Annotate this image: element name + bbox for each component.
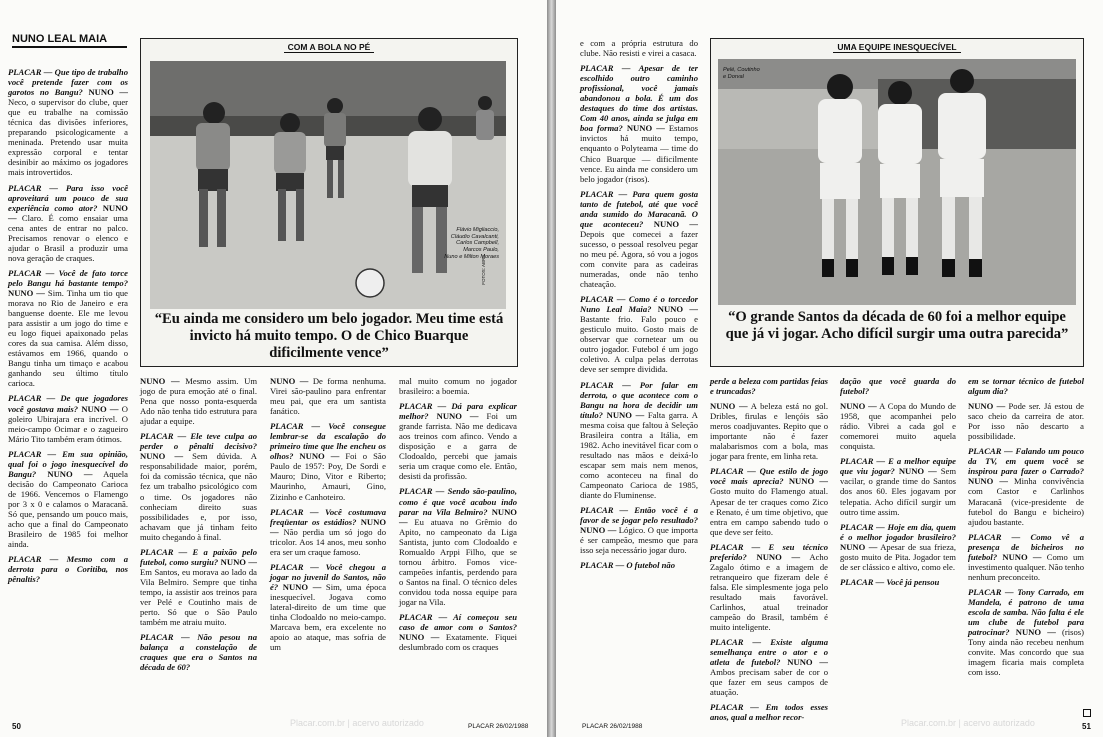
photo-label: UMA EQUIPE INESQUECÍVEL [711, 42, 1083, 52]
qa-block: PLACAR — Para quem gosta tanto de futebol, até que você anda sumido do Maracanã. O que aconteceu? NUNO — Depois que comecei a fazer sucesso, o pessoal resolveu pegar no meu pé. Agora, só vou a jogos com convite para as cadeiras numeradas, onde não tenho chateação. [580, 188, 698, 290]
qa-block: PLACAR — O futebol não [580, 560, 676, 571]
qa-block: PLACAR — De que jogadores você gostava mais? NUNO — O goleiro Ubirajara era incrível. O meio-campo Ocimar e o zagueiro Mário Tito também eram ótimos. [8, 393, 129, 444]
photo-caption: Pelé, Coutinho e Dorval [723, 67, 760, 80]
qa-block: NUNO — Mesmo assim. Um jogo de pura emoção até o final. Pena que nosso ponta-esquerda Ado não tenha tido estrutura para ajudar a equipe. [140, 376, 258, 427]
qa-block: dação que você guarda do futebol? [840, 376, 956, 397]
column-2 [710, 376, 829, 723]
watermark: Placar.com.br | acervo autorizado [901, 718, 1035, 728]
folio: PLACAR 26/02/1988 [582, 723, 643, 730]
column-4 [968, 376, 1084, 716]
qa-block: PLACAR — Você consegue lembrar-se da escalação do primeiro time que lhe encheu os olhos? NUNO — Foi o São Paulo de 1957: Poy, De Sordi e Mauro; Dino, Vitor e Riberto; Maurinho, Amauri, Gino, Zizinho e Canhoteiro. [270, 421, 386, 502]
qa-block: NUNO — A Copa do Mundo de 1958, que acompanhei pelo rádio. Vibrei a cada gol e comemorei muito aquela conquista. [840, 401, 956, 452]
qa-block: PLACAR — Então você é a favor de se jogar pelo resultado? NUNO — Lógico. O que importa é ser campeão, mesmo que para isso seja necessário jogar duro. [580, 505, 698, 556]
qa-block: perde a beleza com partidas feias e truncadas? [710, 376, 828, 397]
column-1 [8, 67, 128, 715]
qa-block: PLACAR — Falando um pouco da TV, em quem você se inspirou para fazer o Carrado? NUNO — Minha convivência com Castor e Carlinhos Maracanã (vice-presidente de futebol do Bangu e bicheiro) ajudou bastante. [968, 446, 1084, 527]
qa-block: NUNO — A beleza está no gol. Dribles, firulas e lençóis são meros coadjuvantes. Repito que o importante não é fazer malabarismos com a bola, mas jogar para frente, em linha reta. [710, 401, 829, 462]
qa-block: NUNO — Pode ser. Já estou de saco cheio da carreira de ator. Por isso não descarto a possibilidade. [968, 401, 1084, 442]
qa-block: PLACAR — Você já pensou [840, 576, 940, 587]
qa-block: PLACAR — Por falar em derrota, o que acontece com o Bangu na hora de decidir um título? NUNO — Falta garra. A mesma coisa que faltou à Seleção Brasileira contra a Itália, em 1982. Acho inevitável ficar com o resultado nas mãos e deixá-lo escapar sem mais nem menos, como aconteceu na final do Campeonato Carioca de 1985, diante do Fluminense. [580, 379, 698, 501]
qa-block: PLACAR — Como é o torcedor Nuno Leal Maia? NUNO — Bastante frio. Falo pouco e gesticulo muito. Gosto mais de observar que cornetear um ou outro jogador. Futebol é um jogo coletivo. A culpa pelas derrotas deve ser sempre dividida. [580, 294, 699, 375]
watermark: Placar.com.br | acervo autorizado [290, 718, 424, 728]
column-2 [140, 376, 257, 716]
qa-block: PLACAR — Em sua opinião, qual foi o jogo inesquecível do Bangu? NUNO — Aquela decisão do Campeonato Carioca de 1966. Vencemos o Flamengo por 3 x 0 e calamos o Maracanã. Só que, pensando um pouco mais, acho que a final do Campeonato Brasileiro de 1985 foi melhor ainda. [8, 448, 128, 550]
folio: PLACAR 26/02/1988 [468, 723, 529, 730]
qa-block: PLACAR — Você costumava freqüentar os estádios? NUNO — Não perdia um só jogo do tricolor. Aos 14 anos, meu sonho era ser um craque famoso. [270, 506, 387, 557]
qa-block: PLACAR — Não pesou na balança a constelação de craques que era o Santos na década de 60? [140, 632, 257, 673]
qa-block: PLACAR — Ele teve culpa ao perder o pênalti decisivo? NUNO — Sem dúvida. A responsabilidade maior, porém, foi da comissão técnica, que não fez um trabalho psicológico com o time. Os jogadores não conheciam direito suas possibilidades e, por isso, achavam que já tinham feito muito chegando à final. [140, 431, 258, 542]
left-page [0, 0, 547, 737]
qa-block: PLACAR — Aí começou seu caso de amor com o Santos? NUNO — Exatamente. Fiquei deslumbrado com os craques [399, 612, 517, 653]
page-number: 51 [1082, 722, 1091, 731]
gutter [547, 0, 556, 737]
page-number: 50 [12, 722, 21, 731]
qa-block: NUNO — De forma nenhuma. Virei são-paulino para enfrentar meu pai, que era um santista fanático. [270, 376, 386, 417]
team-photo [718, 59, 1076, 305]
qa-block: PLACAR — E seu técnico preferido? NUNO — Acho Zagalo ótimo e a imagem de retranqueiro que fizeram dele é falsa. Ele simplesmente joga pelo resultado mais favorável. Carlinhos, atual treinador campeão do Brasil, também é muito inteligente. [710, 541, 828, 633]
photo-caption: Flávio Migliaccio, Cláudio Cavalcanti, Carlos Campbell, Marcos Paulo, Nuno e Milton Moraes [444, 227, 499, 260]
qa-block: PLACAR — Existe alguma semelhança entre o ator e o atleta de futebol? NUNO — Ambos precisam saber de cor o que fazer em seus campos de atuação. [710, 637, 828, 698]
qa-block: PLACAR — Dá para explicar melhor? NUNO — Foi um grande farrista. Não me dedicava aos treinos com afinco. Vendo a disposição e a garra de Clodoaldo, percebi que jamais seria um craque como ele. Então, desisti da profissão. [399, 401, 517, 482]
column-4 [399, 376, 517, 716]
end-of-article-mark [1083, 709, 1091, 717]
column-3 [840, 376, 956, 716]
qa-block: PLACAR — Hoje em dia, quem é o melhor jogador brasileiro? NUNO — Apesar de sua frieza, gosto muito de Pita. Jogador tem de ser clássico e altivo, como ele. [840, 521, 956, 572]
photo-block-left [140, 38, 518, 367]
qa-block: PLACAR — E a melhor equipe que viu jogar? NUNO — Sem vacilar, o grande time do Santos dos anos 60. Eles jogavam por telepatia. Acho difícil surgir um outro time assim. [840, 456, 956, 517]
qa-block: PLACAR — E a paixão pelo futebol, como surgiu? NUNO — Em Santos, eu morava ao lado da Vila Belmiro. Sempre que tinha tempo, ia assistir aos treinos para ver Pelé e Coutinho mais de perto. Só que o São Paulo também me atraiu muito. [140, 546, 258, 628]
qa-block: PLACAR — Que estilo de jogo você mais aprecia? NUNO — Gosto muito do Flamengo atual. Apesar de ter craques como Zico e Renato, é um time objetivo, que entra em campo sabendo tudo o que deve ser feito. [710, 466, 828, 537]
qa-block: PLACAR — Mesmo com a derrota para o Coritiba, nos pênaltis? [8, 554, 128, 585]
qa-block: mal muito comum no jogador brasileiro: a boemia. [399, 376, 517, 397]
qa-block: PLACAR — Para isso você aproveitará um pouco de sua experiência como ator? NUNO — Claro. É como ensaiar uma cena antes de entrar no palco. Precisamos renovar o elenco e ajudar o Brasil a produzir uma nova geração de craques. [8, 182, 128, 263]
photo-label: COM A BOLA NO PÉ [141, 42, 517, 52]
qa-block: PLACAR — Como vê a presença de bicheiros no futebol? NUNO — Como um investimento qualquer. Não tenho nenhum preconceito. [968, 531, 1084, 582]
photo-block-right [710, 38, 1084, 367]
section-kicker: NUNO LEAL MAIA [12, 33, 127, 48]
qa-block: PLACAR — Que tipo de trabalho você pretende fazer com os garotos no Bangu? NUNO — Neco, o supervisor do clube, quer que eu trabalhe na comissão técnica das divisões inferiores, preparando psicologicamente a meninada. Pretendo usar muita expressão corporal e tentar desinibir ao máximo os jogadores mais introvertidos. [8, 67, 128, 178]
photo-credit: FOTOS: ABRIL [481, 254, 486, 285]
qa-block: em se tornar técnico de futebol algum dia? [968, 376, 1084, 397]
right-page [556, 0, 1103, 737]
qa-block: e com a própria estrutura do clube. Não resisti e virei a casaca. [580, 38, 698, 59]
qa-block: PLACAR — Em todos esses anos, qual a melhor recor- [710, 702, 828, 723]
qa-block: PLACAR — Você chegou a jogar no juvenil do Santos, não é? NUNO — Sim, uma época inesquecível. Jogava como lateral-direito de um time que tinha Clodoaldo no meio-campo. Marcava bem, era excelente no apoio ao ataque, mas sofria de um [270, 561, 387, 653]
qa-block: PLACAR — Tony Carrado, em Mandela, é patrono de uma escola de samba. Não falta é ele um clube de futebol para patrocinar? NUNO — (risos) Tony ainda não recebeu nenhum convite. Mas concordo que sua imagem ficaria mais completa com isso. [968, 586, 1084, 678]
pull-quote: “Eu ainda me considero um belo jogador. Meu time está invicto há muito tempo. O de Chico Buarque dificilmente vence” [154, 311, 504, 361]
pull-quote: “O grande Santos da década de 60 foi a melhor equipe que já vi jogar. Acho difícil surgir uma outra parecida” [725, 309, 1069, 342]
column-3 [270, 376, 386, 716]
qa-block: PLACAR — Sendo são-paulino, como é que você acabou indo parar na Vila Belmiro? NUNO — Eu atuava no Grêmio do Apito, no campeonato da Liga Santista, junto com Clodoaldo e Romualdo Arppi Filho, que se tornou árbitro. Fomos vice-campeões infantis, perdendo para o Santos na final. O técnico deles convidou toda nossa equipe para jogar na Vila. [399, 486, 517, 607]
column-1 [580, 38, 698, 716]
team-photo [150, 61, 506, 309]
qa-block: PLACAR — Você de fato torce pelo Bangu há bastante tempo? NUNO — Sim. Tinha um tio que morava no Rio de Janeiro e era banguense doente. Ele me levou para assistir a um jogo do time e eu logo fiquei apaixonado pelas cores da sua camisa. Além disso, estávamos em 1966, quando o Bangu tinha um timaço e acabou ganhando seu último título carioca. [8, 267, 128, 389]
qa-block: PLACAR — Apesar de ter escolhido outro caminho profissional, você jamais abandonou a bola. É um dos destaques do time dos artistas. Com 40 anos, ainda se julga em boa forma? NUNO — Estamos invictos há muito tempo, enquanto o Polyteama — time do Chico Buarque — dificilmente vence. Eu ainda me considero um belo jogador (risos). [580, 63, 698, 184]
